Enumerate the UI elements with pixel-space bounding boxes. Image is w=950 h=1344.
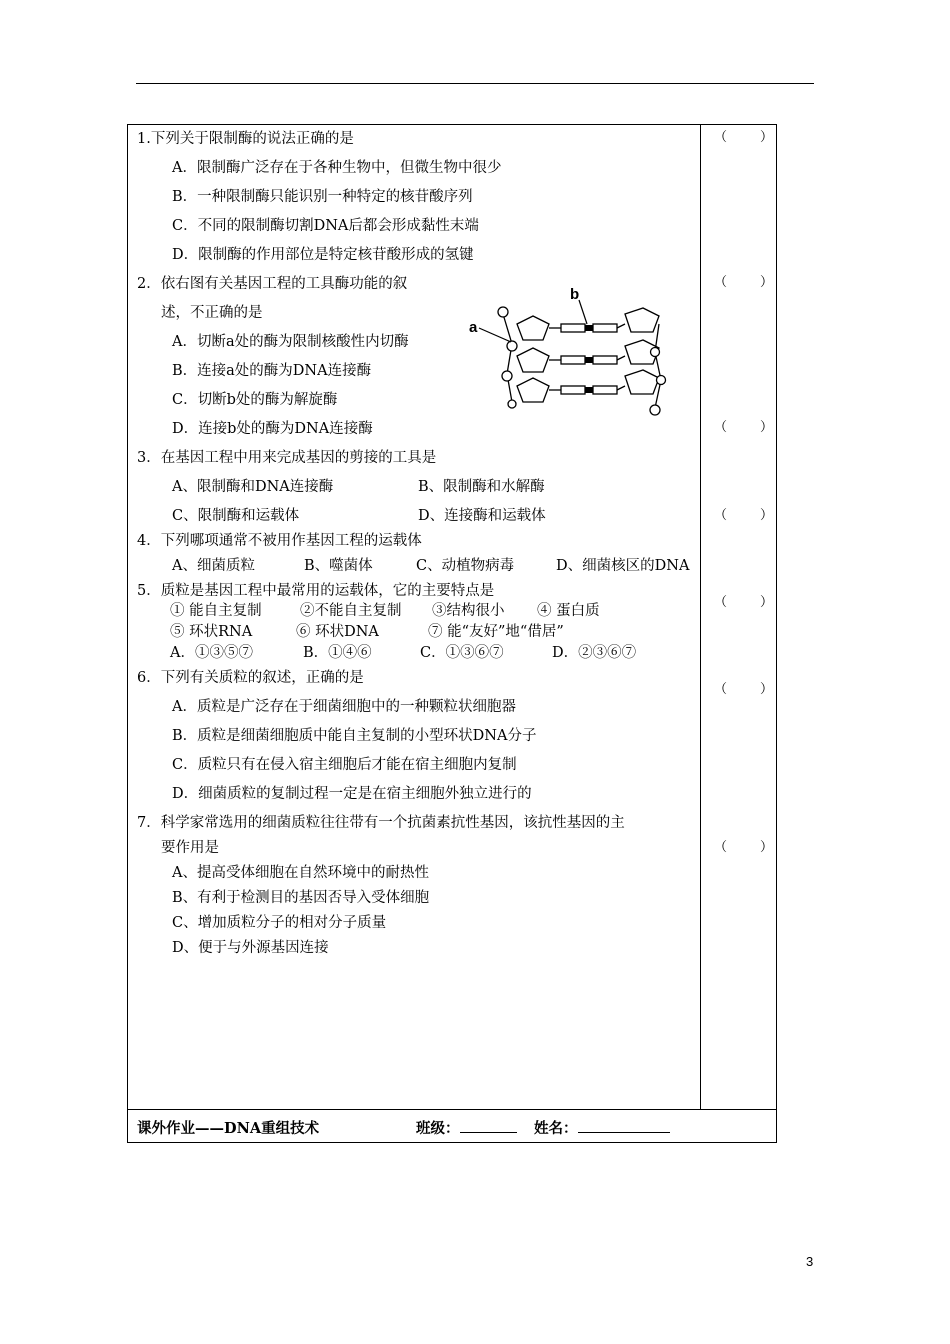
page-number: 3 <box>806 1254 814 1269</box>
q2-stem-line2: 述，不正确的是 <box>161 305 263 321</box>
name-field[interactable] <box>534 1117 670 1138</box>
answer-blank-q3[interactable]: （ ） <box>714 420 774 435</box>
answer-blank-q2[interactable]: （ ） <box>714 275 774 290</box>
q4-option-a: A、细菌质粒 <box>172 558 255 574</box>
label-b: b <box>570 286 580 303</box>
q5-stem: 5．质粒是基因工程中最常用的运载体，它的主要特点是 <box>137 583 495 599</box>
q6-option-d: D．细菌质粒的复制过程一定是在宿主细胞外独立进行的 <box>172 786 532 802</box>
q7-option-b: B、有利于检测目的基因否导入受体细胞 <box>172 890 430 906</box>
q3-option-a: A、限制酶和DNA连接酶 <box>172 479 334 495</box>
homework-title: 课外作业——DNA重组技术 <box>137 1120 320 1137</box>
class-field[interactable] <box>416 1117 517 1138</box>
q7-option-d: D、便于与外源基因连接 <box>172 940 329 956</box>
q7-stem-line2: 要作用是 <box>161 840 219 856</box>
answer-blank-q6[interactable]: （ ） <box>714 682 774 697</box>
header-rule <box>136 83 814 84</box>
q4-option-d: D、细菌核区的DNA <box>556 558 690 574</box>
q7-stem-line1: 7．科学家常选用的细菌质粒往往带有一个抗菌素抗性基因，该抗性基因的主 <box>137 815 625 831</box>
q5-item-1: ① 能自主复制 <box>170 603 262 619</box>
q5-item-2: ②不能自主复制 <box>300 603 402 619</box>
class-label: 班级： <box>416 1120 460 1137</box>
q4-option-c: C、动植物病毒 <box>416 558 515 574</box>
name-label: 姓名： <box>534 1120 578 1137</box>
q5-option-d: D．②③⑥⑦ <box>552 645 637 661</box>
label-a: a <box>469 319 478 336</box>
q3-option-d: D、连接酶和运载体 <box>418 508 546 524</box>
q2-option-a: A．切断a处的酶为限制核酸性内切酶 <box>172 334 409 350</box>
q2-option-b: B．连接a处的酶为DNA连接酶 <box>172 363 372 379</box>
q5-option-b: B．①④⑥ <box>303 645 372 661</box>
q6-option-a: A．质粒是广泛存在于细菌细胞中的一种颗粒状细胞器 <box>172 699 516 715</box>
answer-blank-q7[interactable]: （ ） <box>714 840 774 855</box>
answer-blank-q1[interactable]: （ ） <box>714 130 774 145</box>
q7-option-a: A、提高受体细胞在自然环境中的耐热性 <box>172 865 429 881</box>
q4-option-b: B、噬菌体 <box>304 558 373 574</box>
q1-stem: 1.下列关于限制酶的说法正确的是 <box>137 131 354 147</box>
q1-option-c: C．不同的限制酶切割DNA后都会形成黏性末端 <box>172 218 479 234</box>
q5-option-a: A．①③⑤⑦ <box>170 645 253 661</box>
q4-stem: 4．下列哪项通常不被用作基因工程的运载体 <box>137 533 422 549</box>
q6-stem: 6．下列有关质粒的叙述，正确的是 <box>137 670 364 686</box>
q1-option-d: D．限制酶的作用部位是特定核苷酸形成的氢键 <box>172 247 474 263</box>
dna-structure-figure <box>465 284 680 424</box>
q6-option-c: C．质粒只有在侵入宿主细胞后才能在宿主细胞内复制 <box>172 757 517 773</box>
q5-option-c: C．①③⑥⑦ <box>420 645 504 661</box>
q7-option-c: C、增加质粒分子的相对分子质量 <box>172 915 387 931</box>
name-blank[interactable] <box>578 1118 670 1133</box>
q1-option-a: A．限制酶广泛存在于各种生物中，但微生物中很少 <box>172 160 502 176</box>
q3-option-b: B、限制酶和水解酶 <box>418 479 545 495</box>
answer-blank-q5[interactable]: （ ） <box>714 595 774 610</box>
q5-item-5: ⑤ 环状RNA <box>170 624 253 640</box>
q3-option-c: C、限制酶和运载体 <box>172 508 300 524</box>
q2-option-d: D．连接b处的酶为DNA连接酶 <box>172 421 373 437</box>
footer-divider <box>127 1109 777 1110</box>
class-blank[interactable] <box>460 1118 517 1133</box>
answer-blank-q4[interactable]: （ ） <box>714 508 774 523</box>
q5-item-4: ④ 蛋白质 <box>537 603 600 619</box>
q3-stem: 3．在基因工程中用来完成基因的剪接的工具是 <box>137 450 437 466</box>
q2-stem-line1: 2．依右图有关基因工程的工具酶功能的叙 <box>137 276 408 292</box>
q5-item-3: ③结构很小 <box>432 603 505 619</box>
q6-option-b: B．质粒是细菌细胞质中能自主复制的小型环状DNA分子 <box>172 728 537 744</box>
q1-option-b: B．一种限制酶只能识别一种特定的核苷酸序列 <box>172 189 473 205</box>
q5-item-6: ⑥ 环状DNA <box>296 624 379 640</box>
answer-column-divider <box>700 124 701 1109</box>
q2-option-c: C．切断b处的酶为解旋酶 <box>172 392 338 408</box>
q5-item-7: ⑦ 能“友好”地“借居” <box>428 624 564 640</box>
